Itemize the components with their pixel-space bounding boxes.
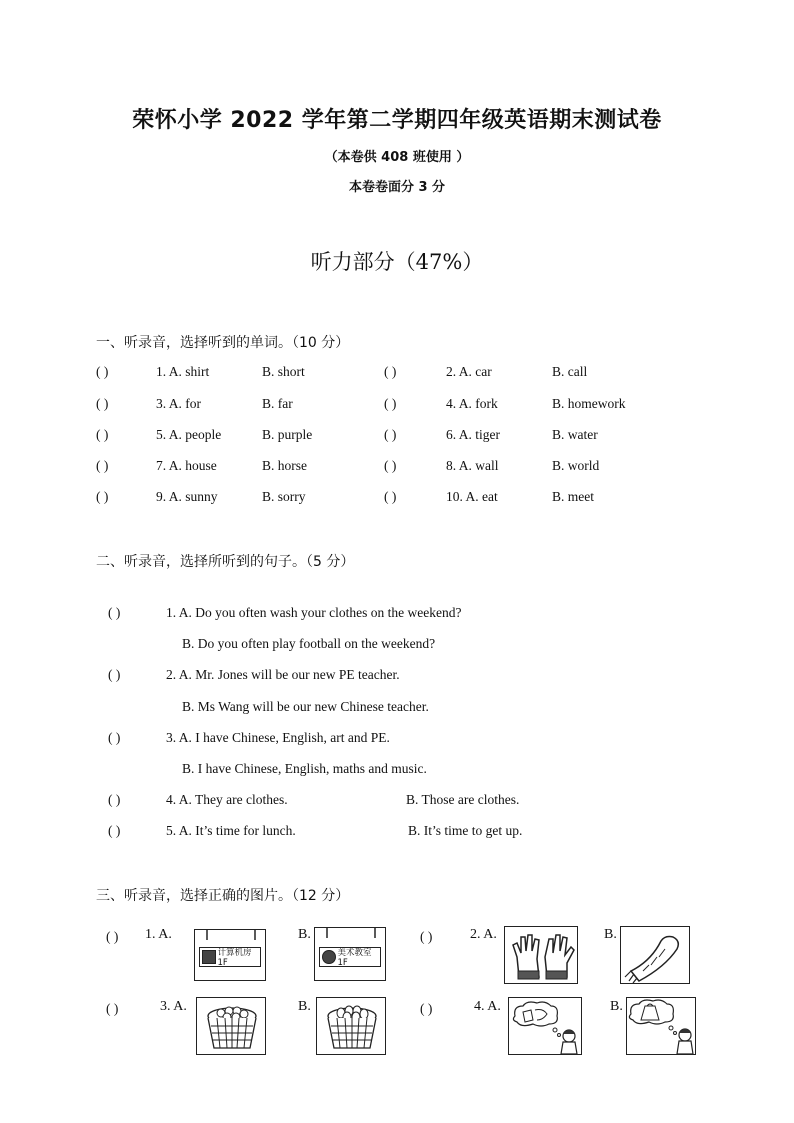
option-b: B. water xyxy=(552,427,598,442)
answer-bracket[interactable]: ( ) xyxy=(384,396,397,411)
answer-bracket[interactable]: ( ) xyxy=(96,489,109,504)
q4-b-label: B. xyxy=(610,999,623,1014)
answer-bracket[interactable]: ( ) xyxy=(96,396,109,411)
option-b: B. sorry xyxy=(262,489,306,504)
picture-basket-b[interactable] xyxy=(316,997,386,1055)
option-a: 7. A. house xyxy=(156,458,217,473)
palette-icon xyxy=(322,950,336,964)
answer-bracket[interactable]: ( ) xyxy=(106,929,119,944)
option-b: B. far xyxy=(262,396,293,411)
sentence-a: 4. A. They are clothes. xyxy=(166,792,288,807)
picture-basket-a[interactable] xyxy=(196,997,266,1055)
basket-icon xyxy=(317,998,387,1056)
art-room-sign xyxy=(319,947,381,967)
option-a: 6. A. tiger xyxy=(446,427,500,442)
option-a: 3. A. for xyxy=(156,396,201,411)
answer-bracket[interactable]: ( ) xyxy=(108,823,121,838)
option-b: B. meet xyxy=(552,489,594,504)
answer-bracket[interactable]: ( ) xyxy=(108,667,121,682)
option-b: B. call xyxy=(552,364,588,379)
answer-bracket[interactable]: ( ) xyxy=(108,792,121,807)
picture-thinking-girl-a[interactable] xyxy=(508,997,582,1055)
sentence-b: B. It’s time to get up. xyxy=(408,823,523,838)
sentence-a: 2. A. Mr. Jones will be our new PE teacher. xyxy=(166,667,400,682)
option-a: 10. A. eat xyxy=(446,489,498,504)
option-b: B. horse xyxy=(262,458,307,473)
picture-gloves[interactable] xyxy=(504,926,578,984)
option-b: B. purple xyxy=(262,427,313,442)
answer-bracket[interactable]: ( ) xyxy=(384,427,397,442)
section1-title: 一、听录音，选择听到的单词。（10 分） xyxy=(96,335,350,351)
sentence-b: B. I have Chinese, English, maths and music. xyxy=(182,761,427,776)
section2-title: 二、听录音，选择所听到的句子。（5 分） xyxy=(96,554,355,570)
answer-bracket[interactable]: ( ) xyxy=(384,364,397,379)
score-note: 本卷卷面分 3 分 xyxy=(348,180,446,195)
computer-icon xyxy=(202,950,216,964)
q2-b-label: B. xyxy=(604,927,617,942)
sentence-a: 3. A. I have Chinese, English, art and PE. xyxy=(166,730,390,745)
exam-title: 荣怀小学 2022 学年第二学期四年级英语期末测试卷 xyxy=(132,108,662,133)
sign-text: 美术教室1F xyxy=(337,948,372,968)
picture-thinking-girl-b[interactable] xyxy=(626,997,696,1055)
sentence-a: 5. A. It’s time for lunch. xyxy=(166,823,296,838)
option-b: B. homework xyxy=(552,396,626,411)
basket-icon xyxy=(197,998,267,1056)
option-a: 9. A. sunny xyxy=(156,489,218,504)
section3-title: 三、听录音，选择正确的图片。（12 分） xyxy=(96,888,350,904)
scarf-icon xyxy=(621,927,691,985)
option-a: 4. A. fork xyxy=(446,396,498,411)
sentence-b: B. Ms Wang will be our new Chinese teacher. xyxy=(182,699,429,714)
sentence-a: 1. A. Do you often wash your clothes on the weekend? xyxy=(166,605,462,620)
picture-scarf[interactable] xyxy=(620,926,690,984)
option-b: B. short xyxy=(262,364,305,379)
option-a: 8. A. wall xyxy=(446,458,499,473)
sentence-b: B. Those are clothes. xyxy=(406,792,520,807)
class-note: （本卷供 408 班使用 ） xyxy=(324,150,470,165)
picture-computer-room[interactable] xyxy=(194,929,266,981)
q3-b-label: B. xyxy=(298,999,311,1014)
answer-bracket[interactable]: ( ) xyxy=(106,1001,119,1016)
option-b: B. world xyxy=(552,458,600,473)
answer-bracket[interactable]: ( ) xyxy=(384,489,397,504)
part-title: 听力部分（47%） xyxy=(310,250,484,274)
q1-b-label: B. xyxy=(298,927,311,942)
answer-bracket[interactable]: ( ) xyxy=(96,458,109,473)
option-a: 1. A. shirt xyxy=(156,364,210,379)
q3-label: 3. A. xyxy=(160,999,187,1014)
q4-label: 4. A. xyxy=(474,999,501,1014)
q1-label: 1. A. xyxy=(145,927,172,942)
answer-bracket[interactable]: ( ) xyxy=(96,427,109,442)
answer-bracket[interactable]: ( ) xyxy=(420,929,433,944)
answer-bracket[interactable]: ( ) xyxy=(108,605,121,620)
gloves-icon xyxy=(505,927,579,985)
q2-label: 2. A. xyxy=(470,927,497,942)
picture-art-room[interactable] xyxy=(314,927,386,981)
option-a: 5. A. people xyxy=(156,427,222,442)
answer-bracket[interactable]: ( ) xyxy=(96,364,109,379)
answer-bracket[interactable]: ( ) xyxy=(384,458,397,473)
answer-bracket[interactable]: ( ) xyxy=(420,1001,433,1016)
option-a: 2. A. car xyxy=(446,364,492,379)
sentence-b: B. Do you often play football on the weekend? xyxy=(182,636,436,651)
answer-bracket[interactable]: ( ) xyxy=(108,730,121,745)
computer-room-sign xyxy=(199,947,261,967)
thought-bubble-icon xyxy=(509,998,583,1056)
sign-text: 计算机房1F xyxy=(217,948,252,968)
thought-bubble-icon xyxy=(627,998,697,1056)
